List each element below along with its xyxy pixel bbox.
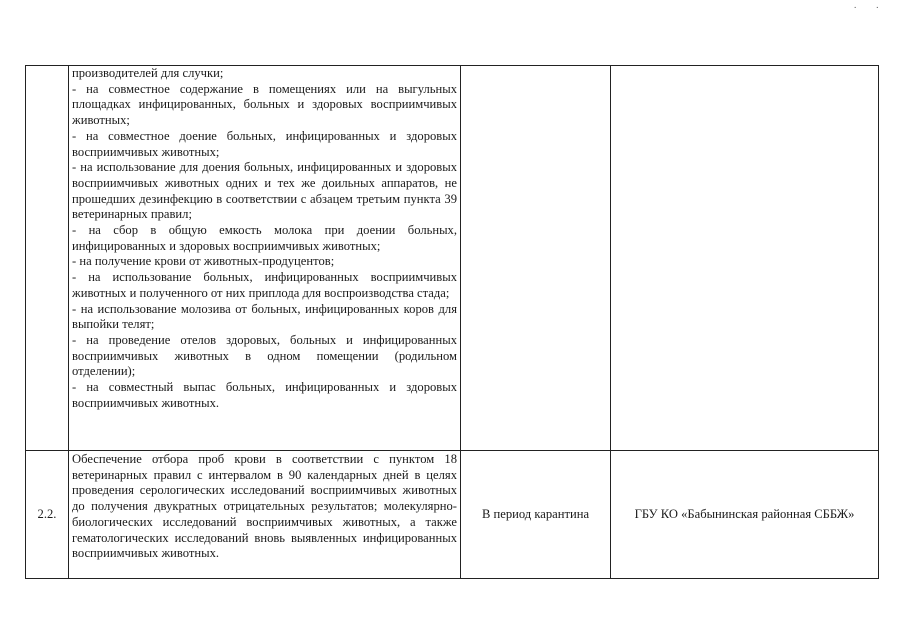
row-number <box>26 66 69 451</box>
responsible-cell: ГБУ КО «Бабынинская районная СББЖ» <box>611 451 879 579</box>
scan-marks: · · <box>853 2 887 13</box>
period-cell: В период карантина <box>461 451 611 579</box>
measure-item: - на совместный выпас больных, инфицированных и здоровых восприимчивых животных. <box>72 380 457 410</box>
measure-item: - на использование для доения больных, инфицированных и здоровых восприимчивых животных одних и тех же доильных аппаратов, не прошедших дезинфекцию в соответствии с абзацем третьим пункта 39 ветеринарных правил; <box>72 160 457 222</box>
table-row <box>26 451 879 579</box>
measure-item: Обеспечение отбора проб крови в соответствии с пунктом 18 ветеринарных правил с интервалом в 90 календарных дней в целях проведения серологических исследований восприимчивых животных до получения двукратных отрицательных результатов; молекулярно-биологических исследований восприимчивых животных, а также гематологических исследований вновь выявленных инфицированных восприимчивых животных. <box>72 452 457 561</box>
measures-cell <box>69 451 461 579</box>
measure-item: производителей для случки; <box>72 66 224 80</box>
measure-item: - на совместное содержание в помещениях или на выгульных площадках инфицированных, больных и здоровых восприимчивых животных; <box>72 81 457 128</box>
period-cell <box>461 66 611 451</box>
measure-item: - на получение крови от животных-продуцентов; <box>72 254 335 269</box>
row-number: 2.2. <box>26 451 69 579</box>
measure-item: - на использование молозива от больных, инфицированных коров для выпойки телят; <box>72 301 457 332</box>
measures-table <box>25 65 879 579</box>
measure-item: - на проведение отелов здоровых, больных и инфицированных восприимчивых животных в одном помещении (родильном отделении); <box>72 332 457 379</box>
measure-item: - на совместное доение больных, инфицированных и здоровых восприимчивых животных; <box>72 128 457 159</box>
table-row <box>26 66 879 451</box>
responsible-cell <box>611 66 879 451</box>
measure-item: - на сбор в общую емкость молока при доении больных, инфицированных и здоровых восприимчивых животных; <box>72 223 457 253</box>
measures-cell <box>69 66 461 451</box>
measure-item: - на использование больных, инфицированных восприимчивых животных и полученного от них приплода для воспроизводства стада; <box>72 270 457 300</box>
